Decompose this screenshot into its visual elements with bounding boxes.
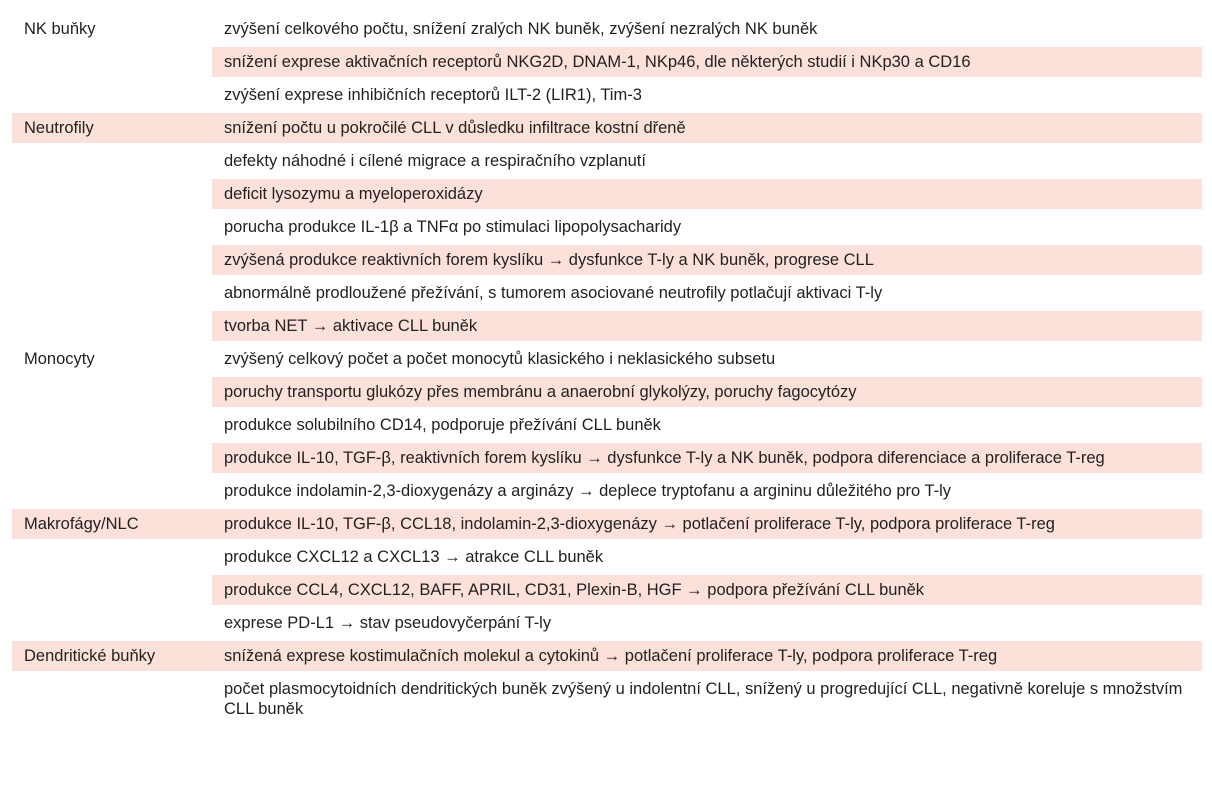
table-row: [12, 410, 1202, 440]
category-spacer: [12, 674, 212, 684]
cell-group: [12, 14, 1202, 110]
table-row: [12, 443, 1202, 473]
category-label: Makrofágy/NLC: [12, 509, 212, 539]
description-cell: produkce indolamin-2,3-dioxygenázy a arginázy → deplece tryptofanu a argininu důležitého pro T-ly: [224, 482, 952, 500]
description-cell: zvýšení celkového počtu, snížení zralých NK buněk, zvýšení nezralých NK buněk: [224, 20, 818, 38]
description-cell: defekty náhodné i cílené migrace a respiračního vzplanutí: [224, 152, 646, 170]
category-spacer: [12, 278, 212, 288]
table-row: [12, 641, 1202, 671]
description-cell: zvýšení exprese inhibičních receptorů ILT-2 (LIR1), Tim-3: [224, 86, 642, 104]
table-row: [12, 245, 1202, 275]
description-cell: poruchy transportu glukózy přes membránu a anaerobní glykolýzy, poruchy fagocytózy: [212, 377, 1202, 407]
category-spacer: [12, 47, 212, 57]
cell-group: [12, 641, 1202, 724]
category-label: NK buňky: [24, 20, 96, 38]
category-spacer: [12, 443, 212, 453]
table-row: [12, 14, 1202, 44]
table-row: [12, 146, 1202, 176]
description-cell: deficit lysozymu a myeloperoxidázy: [212, 179, 1202, 209]
table-row: [12, 608, 1202, 638]
cell-group: [12, 509, 1202, 638]
category-label: Monocyty: [24, 350, 95, 368]
category-spacer: [12, 608, 212, 618]
category-spacer: [12, 575, 212, 585]
table-body: [12, 14, 1202, 724]
description-cell: zvýšená produkce reaktivních forem kyslíku → dysfunkce T-ly a NK buněk, progrese CLL: [212, 245, 1202, 275]
category-spacer: [12, 311, 212, 321]
table-row: [12, 377, 1202, 407]
category-spacer: [12, 476, 212, 486]
description-cell: tvorba NET → aktivace CLL buněk: [212, 311, 1202, 341]
table-row: [12, 311, 1202, 341]
description-cell: snížení počtu u pokročilé CLL v důsledku infiltrace kostní dřeně: [212, 113, 1202, 143]
table-row: [12, 575, 1202, 605]
cell-group: [12, 113, 1202, 341]
table-row: [12, 344, 1202, 374]
category-spacer: [12, 146, 212, 156]
category-spacer: [12, 179, 212, 189]
description-cell: snížená exprese kostimulačních molekul a cytokinů → potlačení proliferace T-ly, podpora proliferace T-reg: [212, 641, 1202, 671]
table-row: [12, 47, 1202, 77]
table-row: [12, 113, 1202, 143]
table-row: [12, 674, 1202, 724]
description-cell: produkce CCL4, CXCL12, BAFF, APRIL, CD31, Plexin-B, HGF → podpora přežívání CLL buněk: [212, 575, 1202, 605]
category-spacer: [12, 80, 212, 90]
category-label: Dendritické buňky: [12, 641, 212, 671]
cell-group: [12, 344, 1202, 506]
category-spacer: [12, 410, 212, 420]
category-spacer: [12, 212, 212, 222]
description-cell: abnormálně prodloužené přežívání, s tumorem asociované neutrofily potlačují aktivaci T-ly: [224, 284, 883, 302]
description-cell: produkce solubilního CD14, podporuje přežívání CLL buněk: [224, 416, 661, 434]
table-row: [12, 509, 1202, 539]
description-cell: snížení exprese aktivačních receptorů NKG2D, DNAM-1, NKp46, dle některých studií i NKp30 a CD16: [212, 47, 1202, 77]
description-cell: produkce IL-10, TGF-β, reaktivních forem kyslíku → dysfunkce T-ly a NK buněk, podpora diferenciace a proliferace T-reg: [212, 443, 1202, 473]
description-cell: počet plasmocytoidních dendritických buněk zvýšený u indolentní CLL, snížený u progredující CLL, negativně koreluje s množstvím CLL buněk: [224, 680, 1183, 718]
description-cell: porucha produkce IL-1β a TNFα po stimulaci lipopolysacharidy: [224, 218, 682, 236]
description-cell: produkce IL-10, TGF-β, CCL18, indolamin-2,3-dioxygenázy → potlačení proliferace T-ly, podpora proliferace T-reg: [212, 509, 1202, 539]
table-row: [12, 278, 1202, 308]
table-row: [12, 179, 1202, 209]
category-spacer: [12, 377, 212, 387]
table-row: [12, 80, 1202, 110]
description-cell: exprese PD-L1 → stav pseudovyčerpání T-ly: [224, 614, 552, 632]
immune-cell-table: [12, 14, 1202, 727]
category-spacer: [12, 245, 212, 255]
category-spacer: [12, 542, 212, 552]
category-label: Neutrofily: [12, 113, 212, 143]
description-cell: produkce CXCL12 a CXCL13 → atrakce CLL buněk: [224, 548, 604, 566]
table-row: [12, 476, 1202, 506]
description-cell: zvýšený celkový počet a počet monocytů klasického i neklasického subsetu: [224, 350, 776, 368]
table-row: [12, 212, 1202, 242]
table-row: [12, 542, 1202, 572]
